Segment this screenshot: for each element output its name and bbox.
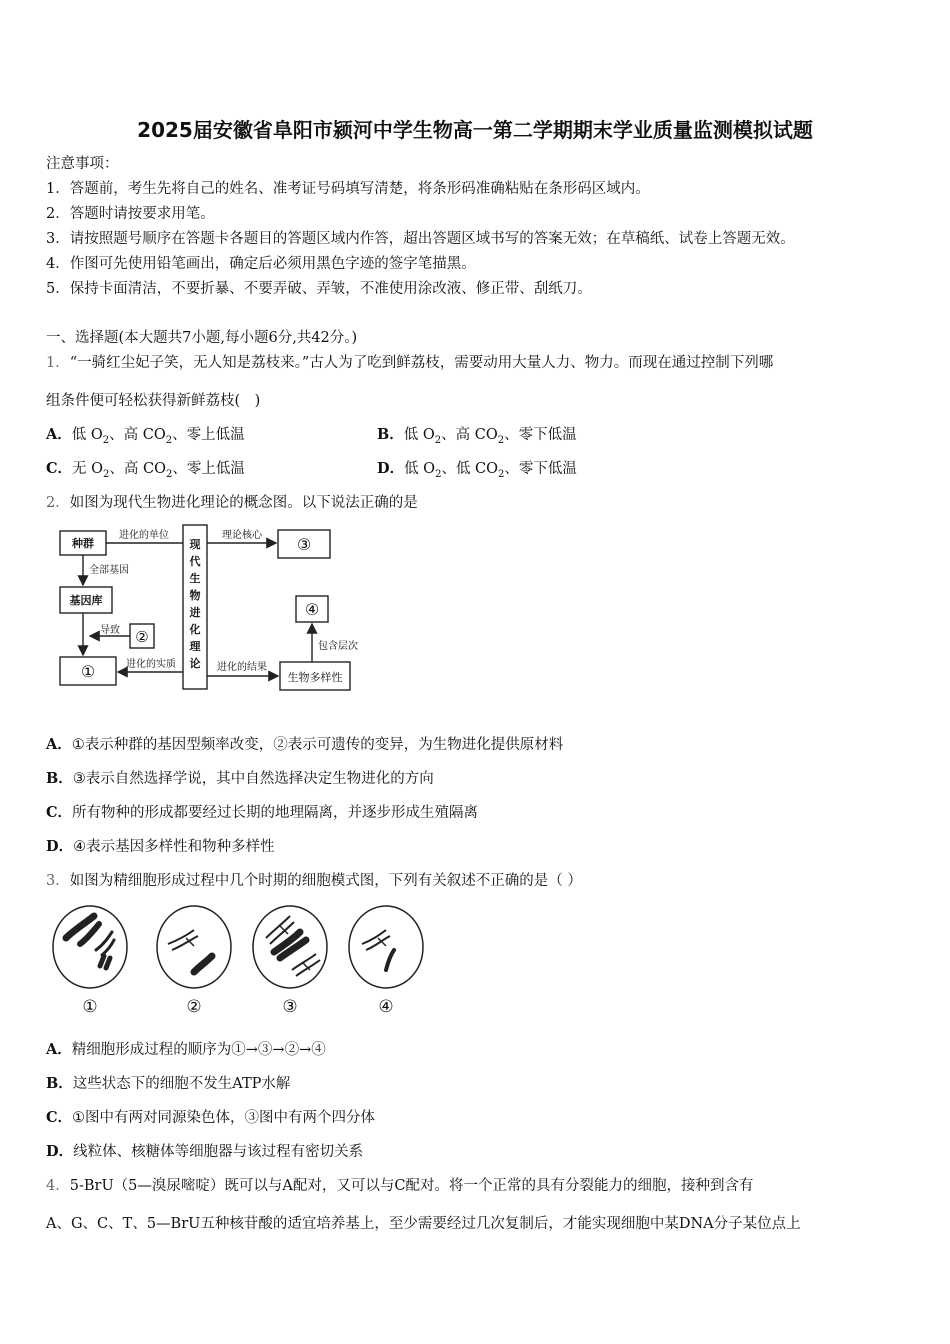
q4-number: 4． [46, 1178, 70, 1194]
diagram-unit-label: 进化的单位 [119, 530, 169, 541]
q1-option-b-letter: B． [377, 426, 404, 443]
diagram-essence-label: 进化的实质 [126, 659, 176, 670]
diagram-all-genes-label: 全部基因 [89, 565, 129, 576]
q2-option-b-text: ③表示自然选择学说，其中自然选择决定生物进化的方向 [72, 771, 434, 787]
diagram-center-1: 现 [189, 538, 201, 551]
q4-stem-line1 [46, 1174, 753, 1195]
q2-option-b-letter: B． [46, 770, 73, 787]
diagram-center-7: 理 [189, 640, 201, 653]
q4-stem-text1: 5-BrU（5—溴尿嘧啶）既可以与A配对，又可以与C配对。将一个正常的具有分裂能力的细胞，接种到含有 [69, 1178, 754, 1194]
cell-label-3: ③ [282, 997, 298, 1017]
diagram-circle-2: ② [135, 628, 149, 646]
q3-option-b-letter: B． [46, 1075, 73, 1092]
diagram-center-2: 代 [189, 555, 201, 568]
q1-option-b: B．低 $O_2$、高 $CO_2$、零下低温 [377, 426, 577, 446]
q2-option-c [46, 801, 478, 822]
q2-option-a-letter: A． [46, 736, 72, 753]
q1-option-a-letter: A． [46, 426, 72, 443]
q3-option-c [46, 1106, 375, 1127]
cell-2 [157, 906, 231, 988]
cell-4 [349, 906, 423, 988]
q1-option-a: A．低 $O_2$、高 $CO_2$、零上低温 [46, 426, 245, 446]
diagram-circle-4: ④ [304, 600, 320, 619]
q3-option-c-letter: C． [46, 1109, 73, 1126]
q2-option-d-text: ④表示基因多样性和物种多样性 [73, 839, 275, 855]
q1-stem-text1: “一骑红尘妃子笑，无人知是荔枝来。”古人为了吃到鲜荔枝，需要动用大量人力、物力。而现在通过控制下列哪 [69, 355, 774, 371]
section-heading: 一、选择题(本大题共7小题,每小题6分,共42分。) [46, 330, 358, 346]
q2-option-a-text: ①表示种群的基因型频率改变，②表示可遗传的变异，为生物进化提供原材料 [71, 737, 564, 753]
notes-heading: 注意事项： [46, 156, 119, 172]
q3-stem-text: 如图为精细胞形成过程中几个时期的细胞模式图，下列有关叙述不正确的是（ ） [69, 873, 582, 889]
diagram-center-6: 化 [189, 623, 201, 636]
diagram-circle-3: ③ [296, 535, 312, 554]
diagram-gene-pool: 基因库 [69, 594, 103, 607]
diagram-population: 种群 [72, 537, 94, 550]
diagram-center-5: 进 [189, 606, 201, 619]
q3-option-a-letter: A． [46, 1041, 72, 1058]
q3-option-d [46, 1140, 363, 1161]
diagram-diversity: 生物多样性 [287, 671, 343, 684]
page-title: 2025届安徽省阜阳市颍河中学生物高一第二学期期末学业质量监测模拟试题 [137, 118, 813, 142]
q1-stem-line2: 组条件便可轻松获得新鲜荔枝( ) [46, 393, 261, 409]
q3-option-b [46, 1072, 290, 1093]
diagram-leads-to-label: 导致 [100, 625, 120, 636]
notes-item-2: 2．答题时请按要求用笔。 [46, 206, 215, 222]
q1-option-c-letter: C． [46, 460, 73, 477]
q2-option-d-letter: D． [46, 838, 74, 855]
q2-option-c-letter: C． [46, 804, 73, 821]
notes-item-1: 1．答题前，考生先将自己的姓名、准考证号码填写清楚，将条形码准确粘贴在条形码区域内。 [46, 181, 650, 197]
cell-3 [253, 906, 327, 988]
diagram-center-8: 论 [189, 657, 201, 670]
evolution-concept-diagram [50, 522, 370, 697]
q3-number: 3． [46, 873, 70, 889]
q4-stem-line2: A、G、C、T、5—BrU五种核苷酸的适宜培养基上，至少需要经过几次复制后，才能实现细胞中某DNA分子某位点上 [46, 1216, 801, 1232]
q2-number: 2． [46, 495, 70, 511]
q3-option-d-letter: D． [46, 1143, 74, 1160]
q2-option-a [46, 733, 563, 754]
cell-label-1: ① [82, 997, 98, 1017]
q1-option-c: C．无 $O_2$、高 $CO_2$、零上低温 [46, 460, 245, 480]
cell-label-2: ② [186, 997, 202, 1017]
q2-stem-text: 如图为现代生物进化理论的概念图。以下说法正确的是 [69, 495, 418, 511]
q3-option-a-text: 精细胞形成过程的顺序为①→③→②→④ [71, 1042, 326, 1058]
notes-item-4: 4．作图可先使用铅笔画出，确定后必须用黑色字迹的签字笔描黑。 [46, 256, 476, 272]
cell-1 [53, 906, 127, 988]
diagram-center-3: 生 [189, 572, 201, 585]
cell-division-figure [44, 900, 434, 1020]
diagram-result-label: 进化的结果 [217, 662, 267, 673]
q2-option-b [46, 767, 434, 788]
q3-option-b-text: 这些状态下的细胞不发生ATP水解 [72, 1076, 291, 1092]
diagram-center-4: 物 [189, 589, 201, 602]
q2-option-d [46, 835, 275, 856]
cell-label-4: ④ [378, 997, 394, 1017]
notes-item-3: 3．请按照题号顺序在答题卡各题目的答题区域内作答，超出答题区域书写的答案无效；在草稿纸、试卷上答题无效。 [46, 231, 795, 247]
q1-option-d-letter: D． [377, 460, 405, 477]
q1-number: 1． [46, 355, 70, 371]
q2-stem [46, 491, 418, 512]
diagram-core-label: 理论核心 [222, 530, 262, 541]
q2-option-c-text: 所有物种的形成都要经过长期的地理隔离，并逐步形成生殖隔离 [72, 805, 479, 821]
q3-stem [46, 869, 582, 890]
q1-option-d: D．低 $O_2$、低 $CO_2$、零下低温 [377, 460, 577, 480]
q3-option-a [46, 1038, 326, 1059]
q1-stem-line1 [46, 351, 773, 372]
q3-option-c-text: ①图中有两对同源染色体，③图中有两个四分体 [72, 1110, 376, 1126]
diagram-contains-label: 包含层次 [318, 641, 358, 652]
q3-option-d-text: 线粒体、核糖体等细胞器与该过程有密切关系 [73, 1144, 364, 1160]
diagram-circle-1: ① [80, 662, 96, 681]
notes-item-5: 5．保持卡面清洁，不要折暴、不要弄破、弄皱，不准使用涂改液、修正带、刮纸刀。 [46, 281, 592, 297]
